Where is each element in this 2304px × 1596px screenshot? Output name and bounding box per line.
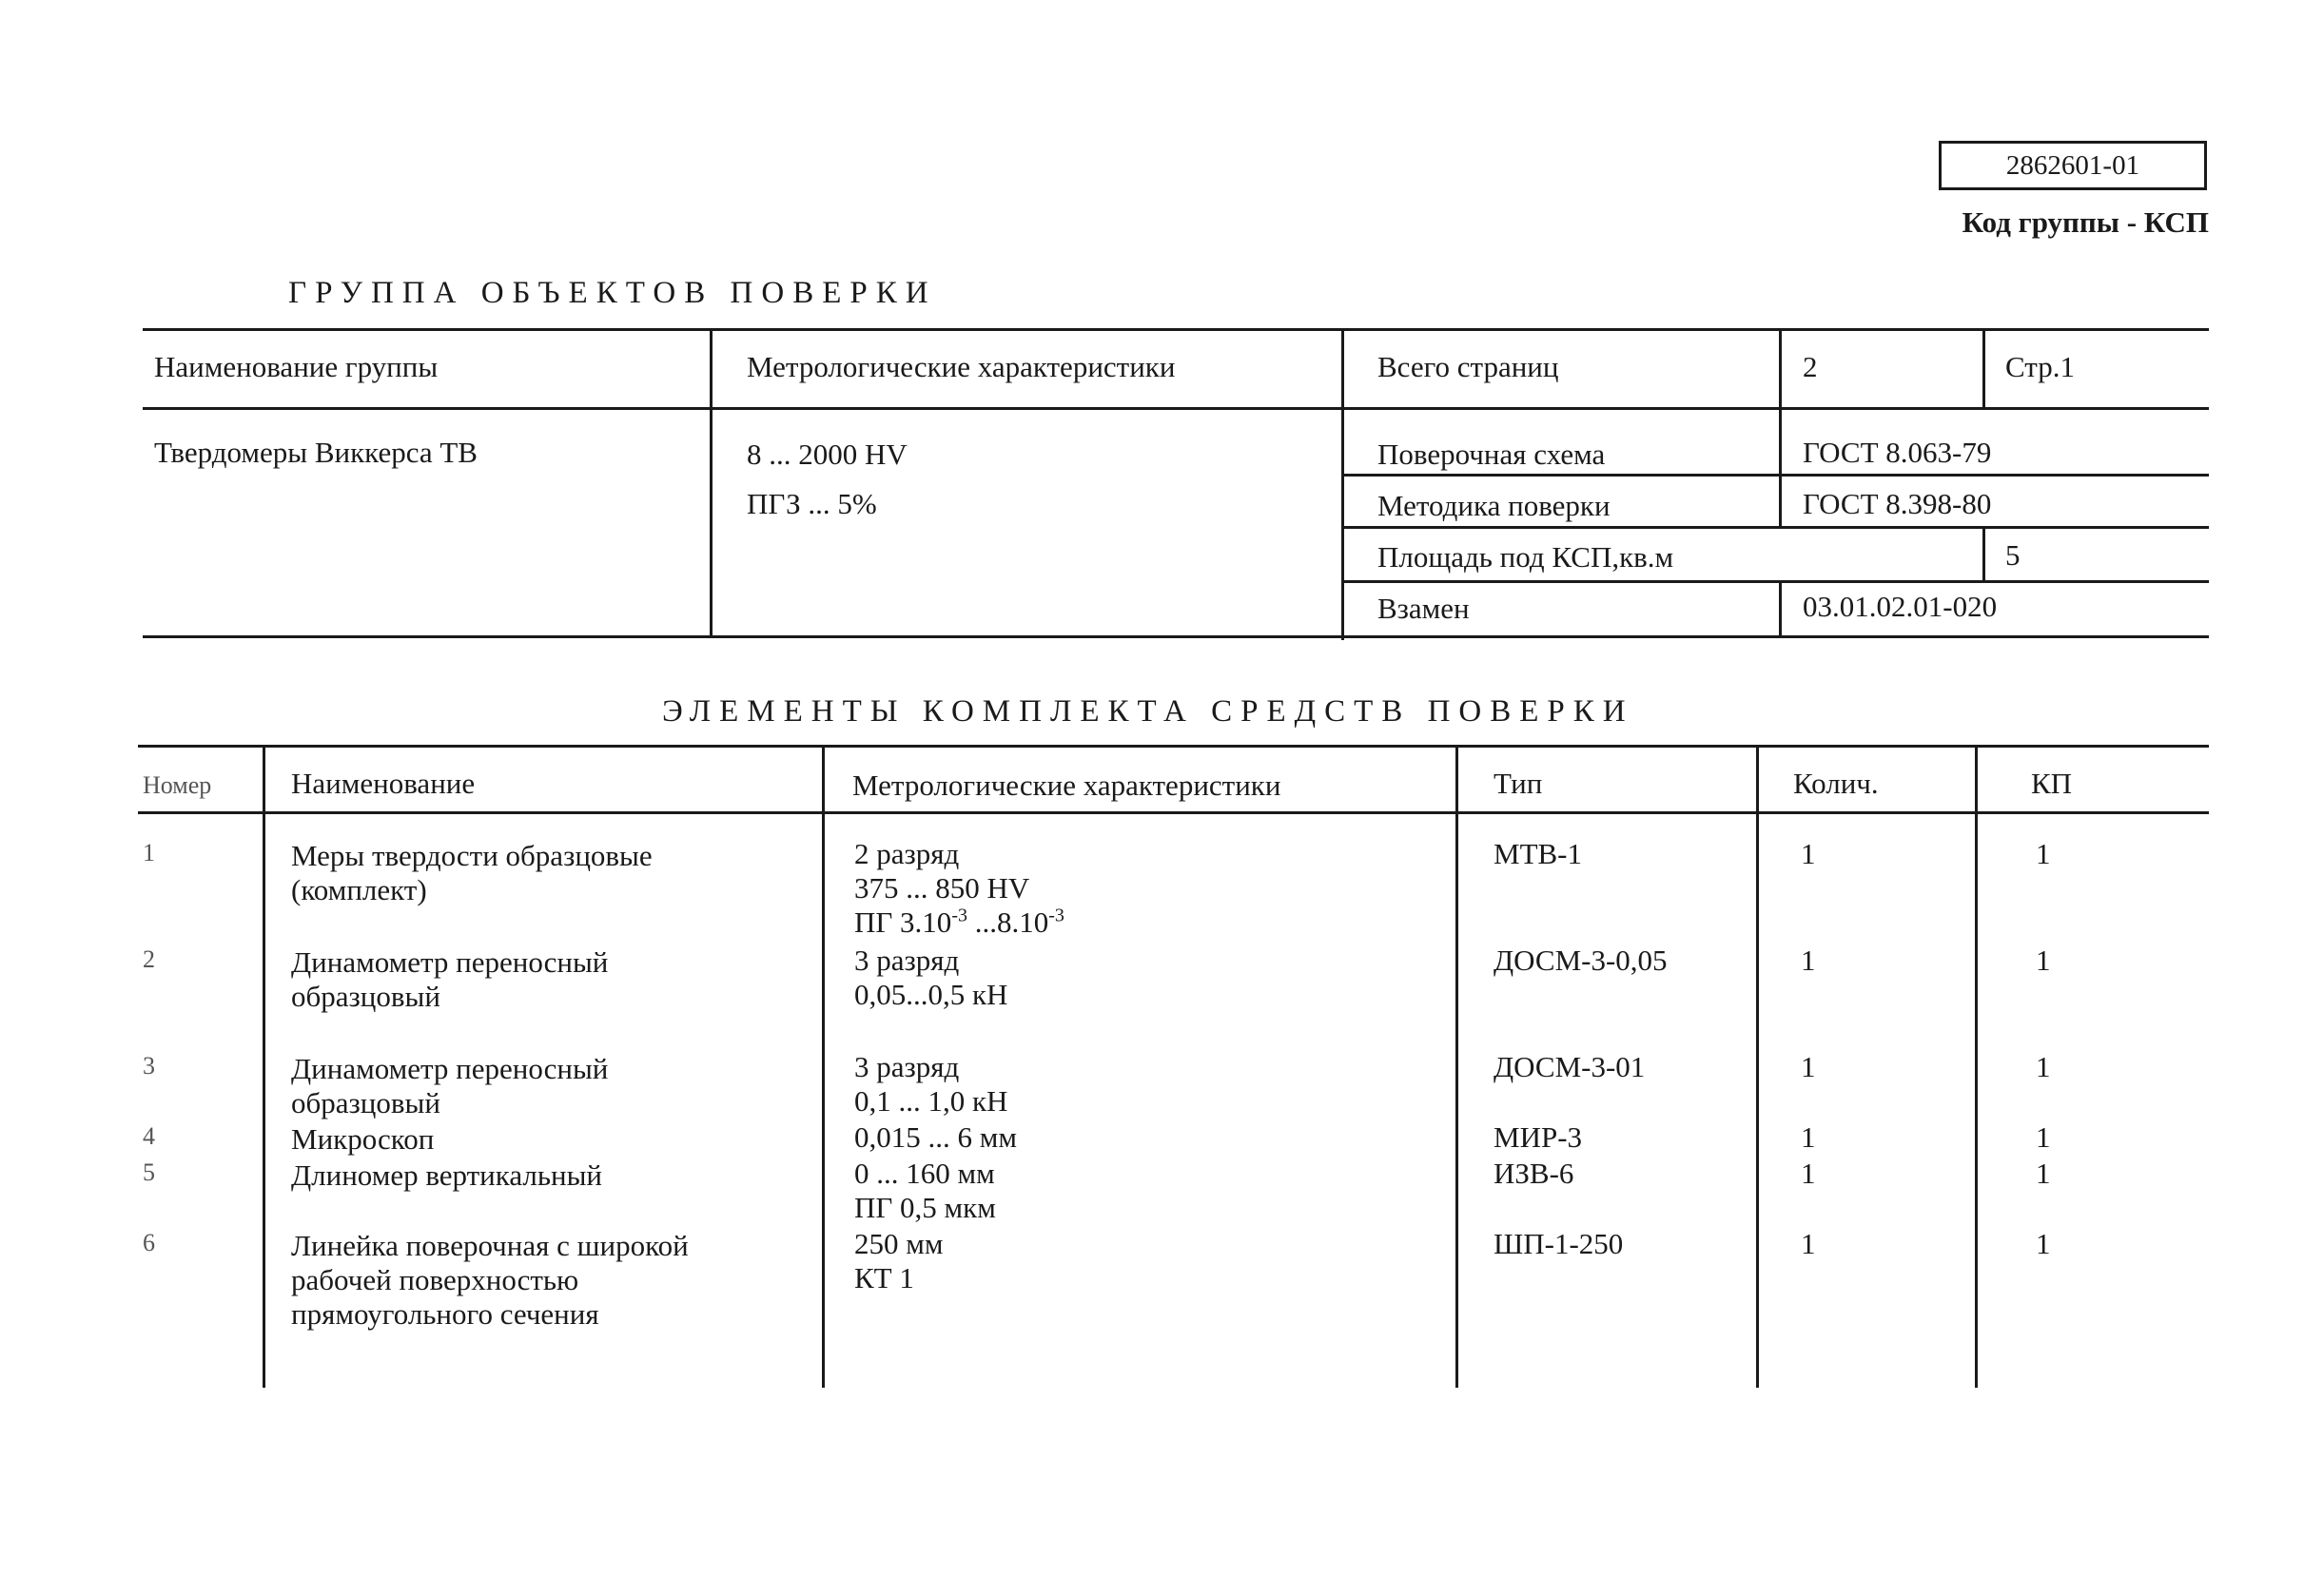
- group-metro-line-1: 8 ... 2000 HV: [747, 438, 908, 471]
- row-name: Микроскоп: [291, 1122, 435, 1156]
- scheme-label: Поверочная схема: [1377, 438, 1606, 471]
- row-type: ДОСМ-3-01: [1494, 1050, 1646, 1083]
- row-type: ШП-1-250: [1494, 1227, 1624, 1260]
- group-table-col-line-4: [1982, 328, 1985, 407]
- pg-middle: ...8.10: [967, 905, 1049, 939]
- elements-table-top-border: [138, 745, 2209, 748]
- elements-col-line-3: [1455, 745, 1458, 1388]
- row-metro: 250 мм КТ 1: [854, 1227, 944, 1294]
- row-metro: 0 ... 160 мм ПГ 0,5 мкм: [854, 1157, 996, 1224]
- row-name: Динамометр переносный образцовый: [291, 1052, 609, 1119]
- row-type: МИР-3: [1494, 1120, 1583, 1154]
- group-code-label: Код группы - КСП: [1962, 205, 2209, 239]
- group-section-title: ГРУППА ОБЪЕКТОВ ПОВЕРКИ: [288, 276, 937, 310]
- group-table-row-line-2: [1343, 526, 2209, 529]
- group-metro-line-2: ПГЗ ... 5%: [747, 487, 877, 520]
- row-type: МТВ-1: [1494, 837, 1582, 870]
- row-type: ИЗВ-6: [1494, 1157, 1574, 1190]
- total-pages-value: 2: [1803, 350, 1818, 383]
- row-number: 4: [143, 1122, 155, 1150]
- row-number: 3: [143, 1052, 155, 1080]
- row-type: ДОСМ-3-0,05: [1494, 944, 1668, 977]
- row-kp: 1: [2036, 1120, 2051, 1154]
- name-header: Наименование: [291, 767, 476, 800]
- pg-prefix: ПГ 3.10: [854, 905, 952, 939]
- row-metro: 3 разряд 0,1 ... 1,0 кН: [854, 1050, 1008, 1118]
- group-name-value: Твердомеры Виккерса ТВ: [154, 436, 478, 469]
- qty-header: Колич.: [1793, 767, 1879, 800]
- row-qty: 1: [1801, 1227, 1816, 1260]
- page-number: Стр.1: [2005, 350, 2075, 383]
- area-label: Площадь под КСП,кв.м: [1377, 540, 1674, 574]
- method-label: Методика поверки: [1377, 489, 1611, 522]
- elements-col-line-1: [263, 745, 265, 1388]
- row-number: 1: [143, 839, 155, 866]
- row-qty: 1: [1801, 837, 1816, 870]
- row-name: Меры твердости образцовые (комплект): [291, 839, 653, 906]
- group-table-col-line-2: [1341, 328, 1344, 640]
- group-table-header-border: [143, 407, 2209, 410]
- group-code-box: 2862601-01: [1939, 141, 2207, 190]
- group-table-row-line-1: [1343, 474, 2209, 477]
- row-number: 5: [143, 1158, 155, 1186]
- row-metro: 0,015 ... 6 мм: [854, 1120, 1017, 1154]
- pg-exponent-2: -3: [1048, 905, 1064, 926]
- row-kp: 1: [2036, 837, 2051, 870]
- row-name: Линейка поверочная с широкой рабочей поверхностью прямоугольного сечения: [291, 1229, 689, 1331]
- row-kp: 1: [2036, 944, 2051, 977]
- row-metro: 3 разряд 0,05...0,5 кН: [854, 944, 1008, 1011]
- num-header: Номер: [143, 771, 212, 799]
- group-metro-header: Метрологические характеристики: [747, 350, 1176, 383]
- replace-label: Взамен: [1377, 592, 1470, 625]
- scheme-value: ГОСТ 8.063-79: [1803, 436, 1992, 469]
- area-value: 5: [2005, 538, 2021, 572]
- group-table-col-line-1: [710, 328, 713, 635]
- group-name-header: Наименование группы: [154, 350, 439, 383]
- row-metro-line-2: 375 ... 850 HV: [854, 871, 1030, 905]
- pg-exponent-1: -3: [951, 905, 967, 926]
- group-table-col-line-3b: [1779, 580, 1782, 635]
- row-metro-line-1: 2 разряд: [854, 837, 960, 870]
- row-qty: 1: [1801, 1157, 1816, 1190]
- row-number: 2: [143, 945, 155, 973]
- replace-value: 03.01.02.01-020: [1803, 590, 1998, 623]
- row-name: Длиномер вертикальный: [291, 1158, 603, 1192]
- row-kp: 1: [2036, 1157, 2051, 1190]
- row-qty: 1: [1801, 1120, 1816, 1154]
- elements-col-line-4: [1756, 745, 1759, 1388]
- row-number: 6: [143, 1229, 155, 1256]
- group-table-row-line-3: [1343, 580, 2209, 583]
- row-qty: 1: [1801, 1050, 1816, 1083]
- row-name: Динамометр переносный образцовый: [291, 945, 609, 1013]
- row-qty: 1: [1801, 944, 1816, 977]
- elements-col-line-2: [822, 745, 825, 1388]
- kp-header: КП: [2031, 767, 2073, 800]
- type-header: Тип: [1494, 767, 1543, 800]
- row-metro-line-3: [854, 905, 1064, 940]
- group-table-col-line-3: [1779, 328, 1782, 526]
- total-pages-label: Всего страниц: [1377, 350, 1559, 383]
- group-table-col-line-area: [1982, 526, 1985, 580]
- group-table-top-border: [143, 328, 2209, 331]
- elements-section-title: ЭЛЕМЕНТЫ КОМПЛЕКТА СРЕДСТВ ПОВЕРКИ: [662, 694, 1634, 729]
- row-kp: 1: [2036, 1227, 2051, 1260]
- elements-table-header-border: [138, 811, 2209, 814]
- metro-header: Метрологические характеристики: [852, 769, 1281, 802]
- elements-col-line-5: [1975, 745, 1978, 1388]
- row-kp: 1: [2036, 1050, 2051, 1083]
- group-table-bottom-border: [143, 635, 2209, 638]
- method-value: ГОСТ 8.398-80: [1803, 487, 1992, 520]
